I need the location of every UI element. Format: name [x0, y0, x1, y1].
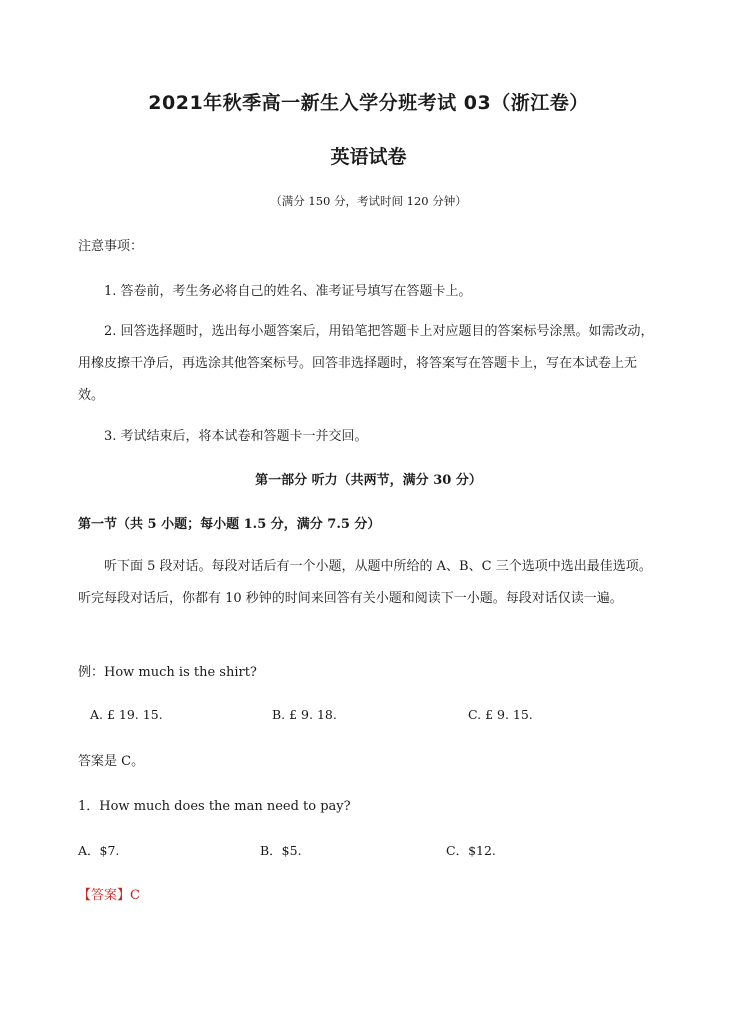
example-option-c: C. £ 9. 15.: [468, 707, 533, 722]
notice-item-2: 2. 回答选择题时，选出每小题答案后，用铅笔把答题卡上对应题目的答案标号涂黑。如需改动，用橡皮擦干净后，再选涂其他答案标号。回答非选择题时，将答案写在答题卡上，写在本试卷上无效。: [78, 324, 654, 403]
part1-heading: 第一部分 听力（共两节，满分 30 分）: [255, 473, 482, 488]
example-answer: 答案是 C。: [78, 754, 145, 769]
page-subtitle: 英语试卷: [330, 146, 407, 168]
section1-instructions: 听下面 5 段对话。每段对话后有一个小题，从题中所给的 A、B、C 三个选项中选出最佳选项。听完每段对话后，你都有 10 秒钟的时间来回答有关小题和阅读下一小题。每段对话仅读一遍。: [78, 559, 652, 606]
notice-item-1: 1. 答卷前，考生务必将自己的姓名、准考证号填写在答题卡上。: [104, 284, 472, 299]
question-1-option-a: A．$7.: [78, 843, 120, 858]
page-title: 2021年秋季高一新生入学分班考试 03（浙江卷）: [148, 92, 589, 114]
score-note: （满分 150 分，考试时间 120 分钟）: [270, 194, 467, 208]
notice-item-3: 3. 考试结束后，将本试卷和答题卡一并交回。: [104, 429, 368, 444]
example-option-a: A. £ 19. 15.: [90, 707, 163, 722]
example-question: 例：How much is the shirt?: [78, 665, 257, 680]
question-1-answer: 【答案】C: [78, 888, 140, 903]
notice-heading: 注意事项：: [78, 239, 144, 254]
question-1-text: 1．How much does the man need to pay?: [78, 799, 351, 814]
question-1-option-c: C．$12.: [446, 843, 496, 858]
example-option-b: B. £ 9. 18.: [272, 707, 337, 722]
question-1-option-b: B．$5.: [260, 843, 302, 858]
section1-heading: 第一节（共 5 小题；每小题 1.5 分，满分 7.5 分）: [78, 517, 381, 532]
